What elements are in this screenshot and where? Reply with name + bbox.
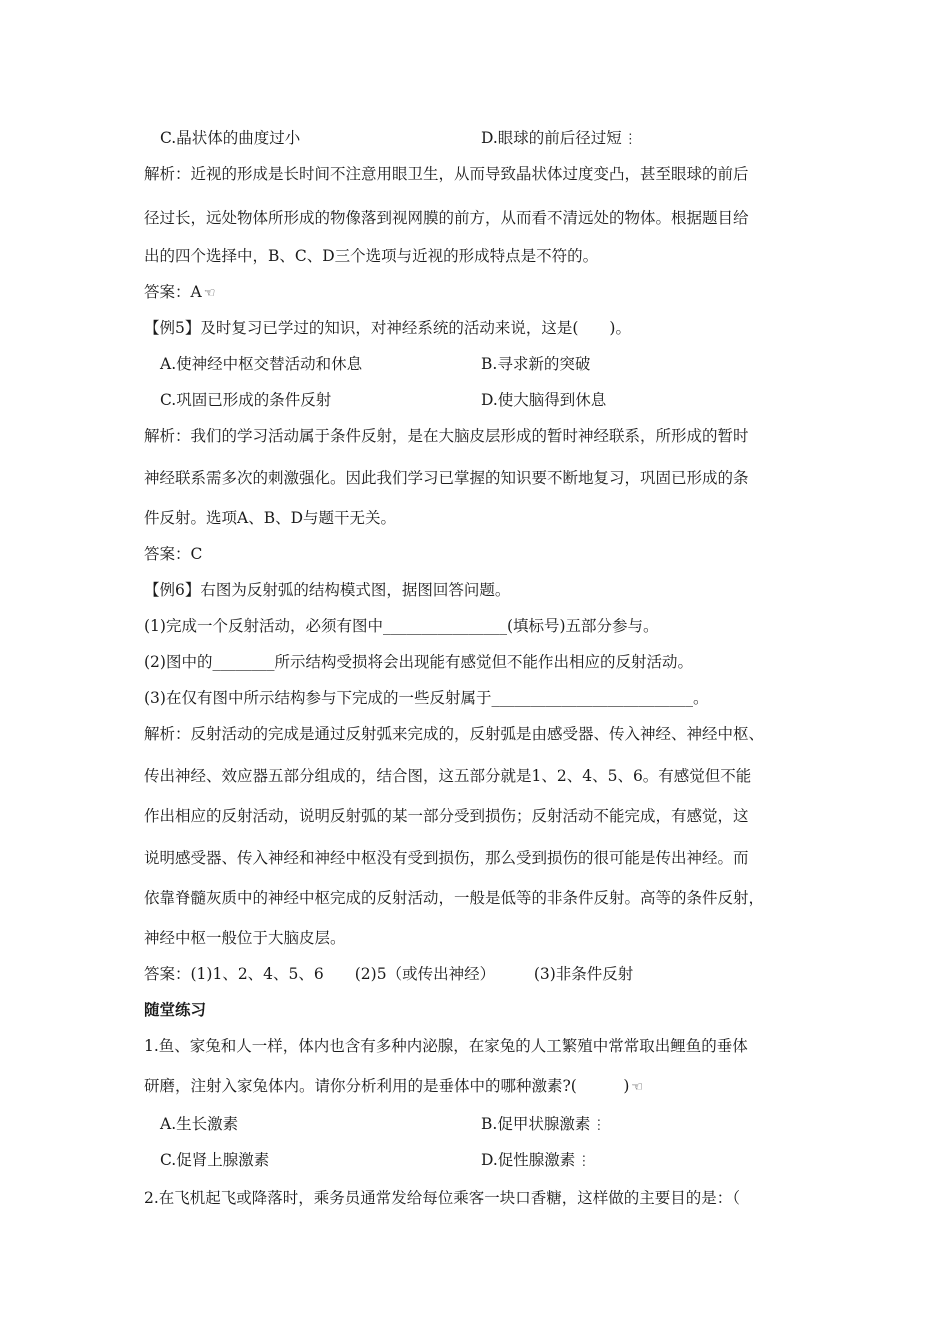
practice-q1-line-2 [144,1076,643,1098]
prev-analysis-line-1: 解析：近视的形成是长时间不注意用眼卫生，从而导致晶状体过度变凸，甚至眼球的前后 [144,165,749,183]
example-6-analysis-line-6: 神经中枢一般位于大脑皮层。 [144,929,346,947]
example-5-answer: 答案：C [144,545,203,563]
hand-mark-icon: ☜ [203,286,216,301]
prev-answer [144,282,215,304]
prev-option-d-text: D.眼球的前后径过短 [481,129,622,147]
prev-answer-text: 答案：A [144,283,202,301]
example-6-analysis-line-3: 作出相应的反射活动，说明反射弧的某一部分受到损伤；反射活动不能完成，有感觉，这 [144,807,749,825]
hand-mark-icon: ☜ [631,1080,644,1095]
example-6-stem: 【例6】右图为反射弧的结构模式图，据图回答问题。 [144,581,511,599]
example-5-analysis-line-1: 解析：我们的学习活动属于条件反射，是在大脑皮层形成的暂时神经联系，所形成的暂时 [144,427,749,445]
example-6-question-2: (2)图中的________所示结构受损将会出现能有感觉但不能作出相应的反射活动。 [144,653,693,671]
example-5-analysis-line-2: 神经联系需多次的刺激强化。因此我们学习已掌握的知识要不断地复习，巩固已形成的条 [144,469,749,487]
prev-analysis-line-3: 出的四个选择中，B、C、D三个选项与近视的形成特点是不符的。 [144,247,599,265]
prev-option-d [481,128,637,150]
example-6-question-3: (3)在仅有图中所示结构参与下完成的一些反射属于__________________________。 [144,689,709,707]
practice-heading: 随堂练习 [144,1001,207,1019]
paragraph-mark-icon: ⋮ [577,1154,591,1169]
example-6-analysis-line-4: 说明感受器、传入神经和神经中枢没有受到损伤，那么受到损伤的很可能是传出神经。而 [144,849,749,867]
practice-q1-option-b [481,1114,605,1136]
example-6-question-1: (1)完成一个反射活动，必须有图中________________(填标号)五部分参与。 [144,617,659,635]
practice-q1-option-a: A.生长激素 [160,1115,239,1133]
example-6-analysis-line-2: 传出神经、效应器五部分组成的，结合图，这五部分就是1、2、4、5、6。有感觉但不能 [144,767,752,785]
practice-q1-option-d-text: D.促性腺激素 [481,1151,576,1169]
example-5-option-a: A.使神经中枢交替活动和休息 [160,355,363,373]
example-5-analysis-line-3: 件反射。选项A、B、D与题干无关。 [144,509,397,527]
practice-q1-option-c: C.促肾上腺激素 [160,1151,270,1169]
example-5-option-c: C.巩固已形成的条件反射 [160,391,332,409]
prev-analysis-line-2: 径过长，远处物体所形成的物像落到视网膜的前方，从而看不清远处的物体。根据题目给 [144,209,749,227]
prev-option-c: C.晶状体的曲度过小 [160,129,301,147]
example-6-answer: 答案：(1)1、2、4、5、6 (2)5（或传出神经） (3)非条件反射 [144,965,634,983]
paragraph-mark-icon: ⋮ [592,1118,606,1133]
paragraph-mark-icon: ⋮ [623,132,637,147]
example-5-option-b: B.寻求新的突破 [481,355,591,373]
example-5-option-d: D.使大脑得到休息 [481,391,607,409]
practice-q1-line-2-text: 研磨，注射入家兔体内。请你分析利用的是垂体中的哪种激素?( ) [144,1077,630,1095]
example-5-stem: 【例5】及时复习已学过的知识，对神经系统的活动来说，这是( )。 [144,319,631,337]
practice-q2-line-1: 2.在飞机起飞或降落时，乘务员通常发给每位乘客一块口香糖，这样做的主要目的是：（ [144,1189,741,1207]
example-6-analysis-line-5: 依靠脊髓灰质中的神经中枢完成的反射活动，一般是低等的非条件反射。高等的条件反射， [144,889,765,907]
practice-q1-option-b-text: B.促甲状腺激素 [481,1115,591,1133]
practice-q1-option-d [481,1150,590,1172]
practice-q1-line-1: 1.鱼、家兔和人一样，体内也含有多种内泌腺，在家兔的人工繁殖中常常取出鲤鱼的垂体 [144,1037,748,1055]
example-6-analysis-line-1: 解析：反射活动的完成是通过反射弧来完成的，反射弧是由感受器、传入神经、神经中枢、 [144,725,765,743]
